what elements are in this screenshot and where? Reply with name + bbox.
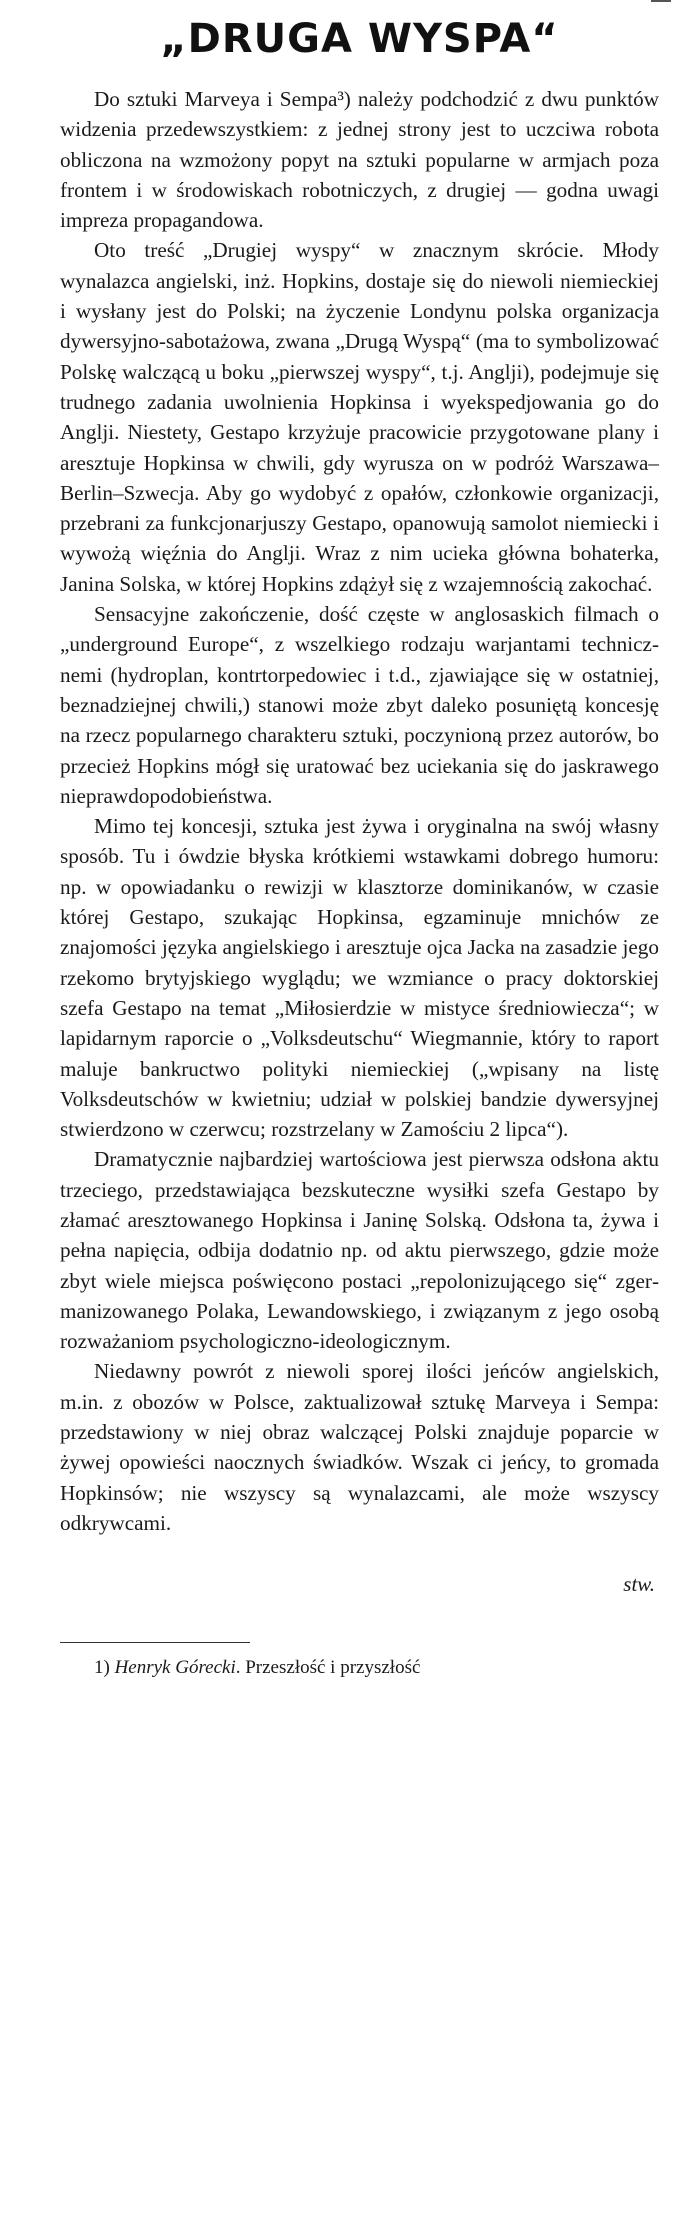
paragraph-intro: Do sztuki Marveya i Sempa³) należy podchodzić z dwu punktów widzenia przedewszystkiem: z jednej strony jest to uczciwa robota obliczona na wzmożony popyt na sztuki popularne w armjach poza frontem i w środowiskach robotniczych, z drugiej — godna uwagi impreza propagandowa. bbox=[60, 87, 659, 233]
paragraph-plot-summary: Oto treść „Drugiej wyspy“ w znacznym skrócie. Młody wynalazca angielski, inż. Hopkins, dostaje się do niewoli niemieckiej i wysłany jest do Polski; na życzenie Londynu polska organizacja dywersyjno-sabotażowa, zwana „Drugą Wyspą“ (ma to symbolizować Polskę walczącą u boku „pierwszej wyspy“, t.j. Anglji), podejmuje się trudnego zadania uwolnienia Hopkinsa i wyekspedjowania go do Anglji. Niestety, Gestapo krzyżuje pracowicie przygotowane plany i aresztuje Hopkinsa w chwili, gdy wyrusza on w podróż Warszawa–Berlin–Szwecja. Aby go wydobyć z opałów, członkowie organizacji, przebrani za funkcjonarjuszy Gestapo, opanowują samolot niemiecki i wywożą więźnia do Anglji. Wraz z nim ucieka główna bohaterka, Janina Solska, w której Hopkins zdążył się z wzajemnością zakochać. bbox=[60, 238, 659, 596]
footnote-author: Henryk Górecki bbox=[114, 1657, 236, 1679]
paragraph-conclusion: Niedawny powrót z niewoli sporej ilości jeńców angielskich, m.in. z obozów w Polsce, zaktualizował sztukę Marveya i Sempa: przedstawiony w niej obraz walczącej Polski znajduje poparcie w żywej opowieści naocznych świadków. Wszak ci jeńcy, to gromada Hopkinsów; nie wszyscy są wynalazcami, ale może wszyscy odkrywcami. bbox=[60, 1359, 659, 1535]
paragraph-ending-critique: Sensacyjne zakończenie, dość częste w anglosaskich filmach o „underground Europe“, z wszelkiego rodzaju warjantami technicznemi (hydroplan, kontrtorpedowiec i t.d., zjawiające się w ostatniej, beznadziejnej chwili,) stanowi może zbyt daleko posuniętą koncesję na rzecz popularnego charakteru sztuki, poczynioną przez autorów, bo przecież Hopkins mógł się uratować bez uciekania się do jaskrawego nieprawdopodobieństwa. bbox=[60, 602, 659, 808]
footnote-divider bbox=[60, 1642, 250, 1643]
page-edge-mark bbox=[651, 0, 671, 2]
author-signature: stw. bbox=[623, 1572, 655, 1597]
footnote-text: . Przeszłość i przyszłość bbox=[235, 1657, 421, 1679]
article-title: „DRUGA WYSPA“ bbox=[160, 16, 559, 62]
footnote bbox=[60, 1655, 659, 1681]
paragraph-dramatic-value: Dramatycznie najbardziej wartościowa jest pierwsza odsłona aktu trzeciego, przedstawiająca bezskuteczne wysiłki szefa Gestapo by złamać aresztowanego Hopkinsa i Janinę Solską. Odsłona ta, żywa i pełna napięcia, odbija dodatnio np. od aktu pierwszego, gdzie może zbyt wiele miejsca poświęcono postaci „repolonizującego się“ zgermanizowanego Polaka, Lewandowskiego, i związanym z jego osobą rozważaniom psychologiczno-ideologicznym. bbox=[60, 1147, 659, 1354]
footnote-number: 1) bbox=[94, 1657, 110, 1679]
paragraph-humor: Mimo tej koncesji, sztuka jest żywa i oryginalna na swój własny sposób. Tu i ówdzie błyska krótkiemi wstawkami dobrego humoru: np. w opowiadanku o rewizji w klasztorze dominikanów, w czasie której Gestapo, szukając Hopkinsa, egzaminuje mnichów ze znajomości języka angielskiego i aresztuje ojca Jacka na zasadzie jego rzekomo brytyjskiego wyglądu; we wzmiance o pracy doktorskiej szefa Gestapo na temat „Miłosierdzie w mistyce średniowiecza“; w lapidarnym raporcie o „Volksdeutschu“ Wiegmannie, który to raport maluje bankructwo polityki niemieckiej („wpisany na listę Volksdeutschów w kwietniu; udział w polskiej bandzie dywersyjnej stwierdzono w czerwcu; rozstrzelany w Zamościu 2 lipca“). bbox=[60, 814, 659, 1142]
article-body bbox=[60, 84, 659, 1538]
